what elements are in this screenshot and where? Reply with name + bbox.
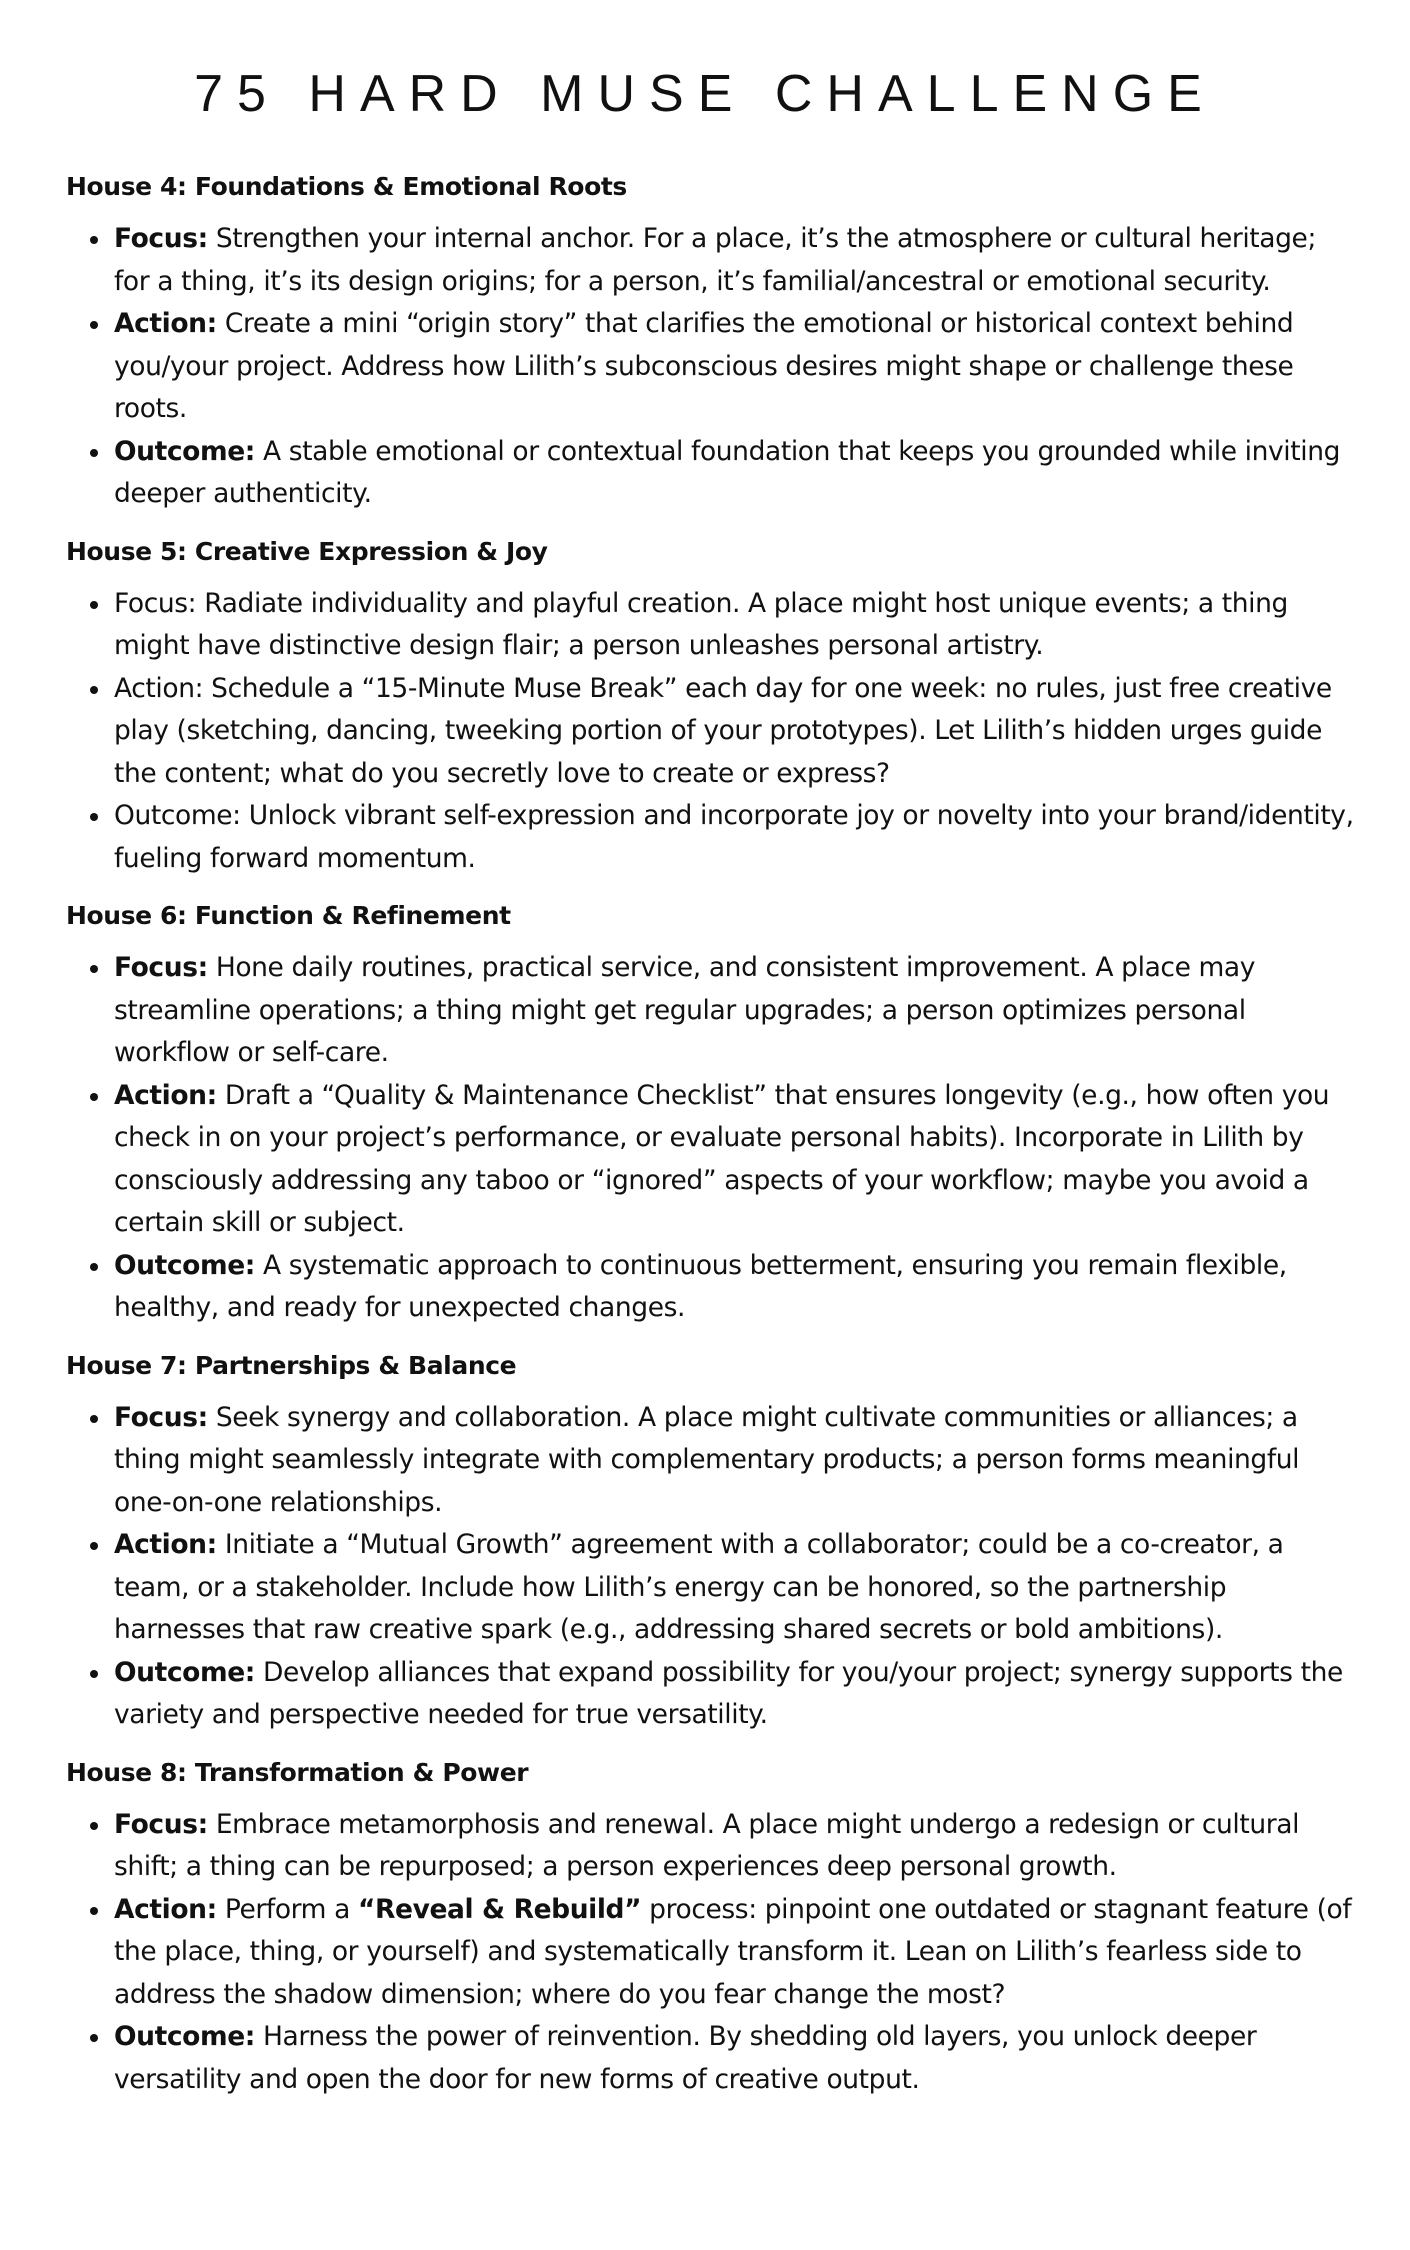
bullet-term: Action: [114, 1529, 217, 1560]
bullet-term: Outcome: [114, 435, 255, 467]
bullet-list [66, 218, 1356, 516]
bullet-text: Perform a [224, 1893, 350, 1925]
bullet-term: Action: [114, 1079, 217, 1111]
bullet-term: Outcome: [114, 800, 241, 831]
section-heading: House 7: Partnerships & Balance [66, 1350, 517, 1380]
bullet-term: Outcome: [114, 1249, 255, 1281]
section-house-5 [66, 533, 1356, 881]
bullet-text: Unlock vibrant self-expression and incorporate joy or novelty into your brand/identity, fueling forward momentum. [114, 800, 1354, 874]
bullet-text: process: pinpoint one outdated or stagnant feature (of the place, thing, or yourself) and systematically transform it. Lean on Lilith’s fearless side to address the shadow dimension; where do you fear change the most? [114, 1893, 1352, 2010]
bullet-term: Action: [114, 308, 217, 339]
section-heading: House 4: Foundations & Emotional Roots [66, 172, 627, 201]
bullet-list [66, 947, 1356, 1330]
bullet-term: Action: [114, 1893, 217, 1925]
bullet-text: Develop alliances that expand possibility for you/your project; synergy supports the variety and perspective needed for true versatility. [114, 1656, 1343, 1730]
section-house-6 [66, 897, 1356, 1330]
bullet-emphasis: “Reveal & Rebuild” [358, 1893, 642, 1925]
bullet-action [66, 668, 1356, 796]
bullet-text: Embrace metamorphosis and renewal. A place might undergo a redesign or cultural shift; a thing can be repurposed; a person experiences deep personal growth. [114, 1808, 1300, 1882]
bullet-list [66, 1397, 1356, 1737]
bullet-term: Outcome: [114, 1656, 255, 1688]
bullet-focus [66, 218, 1356, 303]
bullet-action [66, 1075, 1356, 1245]
bullet-outcome [66, 1245, 1356, 1330]
section-house-4 [66, 168, 1356, 516]
bullet-term: Outcome: [114, 2021, 255, 2052]
sections-container [66, 168, 1356, 2118]
bullet-focus [66, 1397, 1356, 1525]
section-house-8 [66, 1754, 1356, 2102]
bullet-list [66, 1804, 1356, 2102]
section-house-7 [66, 1347, 1356, 1737]
bullet-action [66, 1524, 1356, 1652]
bullet-term: Focus: [114, 223, 208, 254]
bullet-focus [66, 947, 1356, 1075]
bullet-term: Focus: [114, 952, 208, 983]
bullet-text: Harness the power of reinvention. By shedding old layers, you unlock deeper versatility and open the door for new forms of creative output. [114, 2021, 1257, 2095]
bullet-term: Focus: [114, 1808, 208, 1840]
bullet-text: A systematic approach to continuous betterment, ensuring you remain flexible, healthy, and ready for unexpected changes. [114, 1249, 1287, 1323]
bullet-term: Focus: [114, 1401, 208, 1433]
bullet-outcome [66, 795, 1356, 880]
bullet-term: Focus: [114, 587, 197, 619]
bullet-text: Initiate a “Mutual Growth” agreement with a collaborator; could be a co-creator, a team, or a stakeholder. Include how Lilith’s energy can be honored, so the partnership harnesses that raw creative spark (e.g., addressing shared secrets or bold ambitions). [114, 1529, 1284, 1645]
bullet-outcome [66, 431, 1356, 516]
section-heading: House 6: Function & Refinement [66, 901, 511, 930]
bullet-text: Radiate individuality and playful creation. A place might host unique events; a thing might have distinctive design flair; a person unleashes personal artistry. [114, 587, 1288, 661]
section-heading: House 5: Creative Expression & Joy [66, 536, 548, 566]
bullet-text: Hone daily routines, practical service, and consistent improvement. A place may streamline operations; a thing might get regular upgrades; a person optimizes personal workflow or self-care. [114, 952, 1256, 1068]
bullet-outcome [66, 2016, 1356, 2101]
bullet-focus [66, 1804, 1356, 1889]
bullet-list [66, 583, 1356, 881]
section-heading: House 8: Transformation & Power [66, 1757, 529, 1787]
bullet-text: A stable emotional or contextual foundation that keeps you grounded while inviting deeper authenticity. [114, 435, 1341, 509]
bullet-outcome [66, 1652, 1356, 1737]
bullet-text: Seek synergy and collaboration. A place might cultivate communities or alliances; a thing might seamlessly integrate with complementary products; a person forms meaningful one-on-one relationships. [114, 1401, 1300, 1518]
document-title: 75 HARD MUSE CHALLENGE [194, 65, 1216, 123]
bullet-text: Schedule a “15-Minute Muse Break” each day for one week: no rules, just free creative play (sketching, dancing, tweeking portion of your prototypes). Let Lilith’s hidden urges guide the content; what do you secretly love to create or express? [114, 672, 1332, 789]
bullet-action [66, 303, 1356, 431]
bullet-focus [66, 583, 1356, 668]
bullet-text: Draft a “Quality & Maintenance Checklist” that ensures longevity (e.g., how often you check in on your project’s performance, or evaluate personal habits). Incorporate in Lilith by consciously addressing any taboo or “ignored” aspects of your workflow; maybe you avoid a certain skill or subject. [114, 1079, 1330, 1238]
bullet-term: Action: [114, 672, 204, 704]
bullet-action [66, 1889, 1356, 2017]
bullet-text: Create a mini “origin story” that clarifies the emotional or historical context behind you/your project. Address how Lilith’s subconscious desires might shape or challenge these roots. [114, 308, 1294, 424]
bullet-text: Strengthen your internal anchor. For a place, it’s the atmosphere or cultural heritage; for a thing, it’s its design origins; for a person, it’s familial/ancestral or emotional security. [114, 223, 1316, 297]
